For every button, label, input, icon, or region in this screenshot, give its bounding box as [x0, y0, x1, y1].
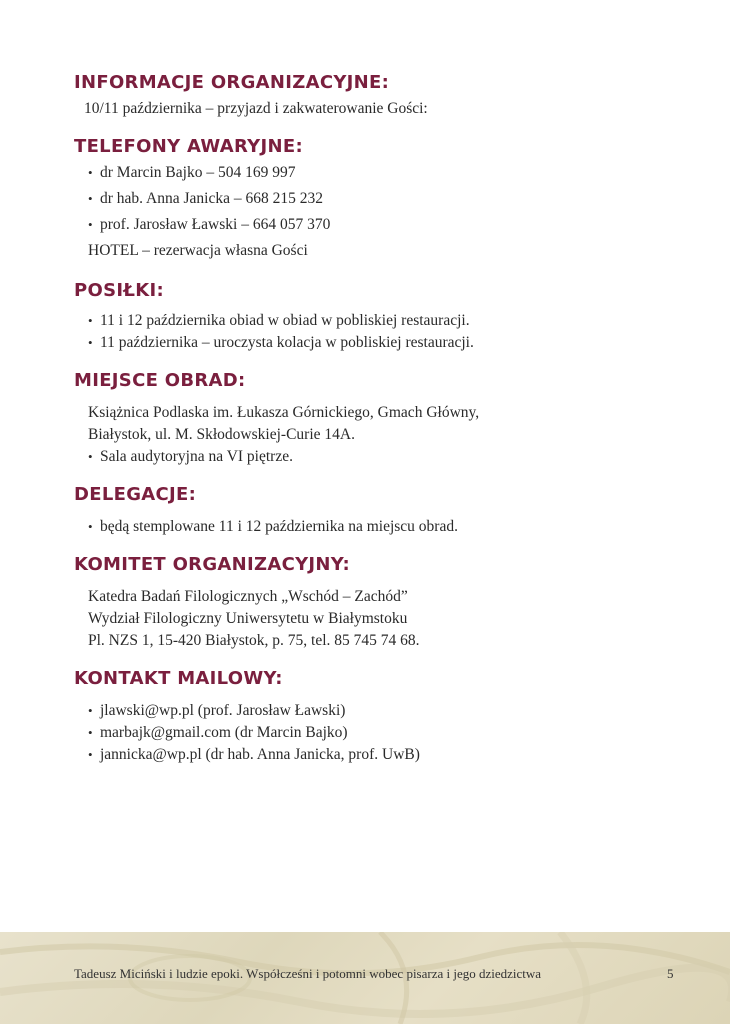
footer-title: Tadeusz Miciński i ludzie epoki. Współcześni i potomni wobec pisarza i jego dziedzictwa: [74, 966, 542, 981]
bullet-icon: [88, 190, 100, 207]
list-item: • prof. Jarosław Ławski – 664 057 370: [74, 212, 674, 238]
section-heading: INFORMACJE ORGANIZACYJNE:: [74, 72, 390, 93]
section-heading: DELEGACJE:: [74, 484, 197, 505]
bullet-icon: [88, 448, 100, 465]
section-heading: TELEFONY AWARYJNE:: [74, 136, 303, 157]
section-organizing-committee: [74, 554, 674, 652]
list-item: HOTEL – rezerwacja własna Gości: [88, 242, 308, 259]
bullet-icon: [88, 724, 100, 741]
list-item: • marbajk@gmail.com (dr Marcin Bajko): [74, 722, 674, 744]
bullet-icon: [88, 216, 100, 233]
list-item: • dr Marcin Bajko – 504 169 997: [74, 160, 674, 186]
bullet-icon: [88, 702, 100, 719]
section-heading: MIEJSCE OBRAD:: [74, 370, 246, 391]
list-item: Pl. NZS 1, 15-420 Białystok, p. 75, tel. 85 745 74 68.: [88, 632, 420, 649]
section-delegations: [74, 484, 674, 538]
bullet-icon: [88, 312, 100, 329]
list-item: Książnica Podlaska im. Łukasza Górnickiego, Gmach Główny,: [88, 404, 480, 421]
list-item: • jlawski@wp.pl (prof. Jarosław Ławski): [74, 700, 674, 722]
bullet-icon: [88, 746, 100, 763]
list-item: • dr hab. Anna Janicka – 668 215 232: [74, 186, 674, 212]
bullet-icon: [88, 518, 100, 535]
list-item: • 11 i 12 października obiad w obiad w pobliskiej restauracji.: [74, 310, 674, 332]
list-item: Białystok, ul. M. Skłodowskiej-Curie 14A.: [88, 426, 355, 443]
section-venue: [74, 370, 674, 468]
section-heading: KOMITET ORGANIZACYJNY:: [74, 554, 351, 575]
page-footer: [0, 932, 730, 1024]
page-number: 5: [667, 966, 674, 981]
section-email-contact: [74, 668, 674, 766]
section-heading: KONTAKT MAILOWY:: [74, 668, 283, 689]
list-item: • 11 października – uroczysta kolacja w pobliskiej restauracji.: [74, 332, 674, 354]
document-body: [74, 72, 674, 766]
list-item: • będą stemplowane 11 i 12 października na miejscu obrad.: [74, 516, 674, 538]
info-line: 10/11 października – przyjazd i zakwaterowanie Gości:: [84, 100, 428, 117]
list-item: • Sala audytoryjna na VI piętrze.: [74, 446, 674, 468]
bullet-icon: [88, 334, 100, 351]
bullet-icon: [88, 164, 100, 181]
section-organizational-info: [74, 72, 674, 120]
section-emergency-phones: [74, 136, 674, 264]
list-item: • jannicka@wp.pl (dr hab. Anna Janicka, prof. UwB): [74, 744, 674, 766]
list-item: Katedra Badań Filologicznych „Wschód – Zachód”: [88, 588, 408, 605]
section-meals: [74, 280, 674, 354]
list-item: Wydział Filologiczny Uniwersytetu w Białymstoku: [88, 610, 408, 627]
section-heading: POSIŁKI:: [74, 280, 164, 301]
